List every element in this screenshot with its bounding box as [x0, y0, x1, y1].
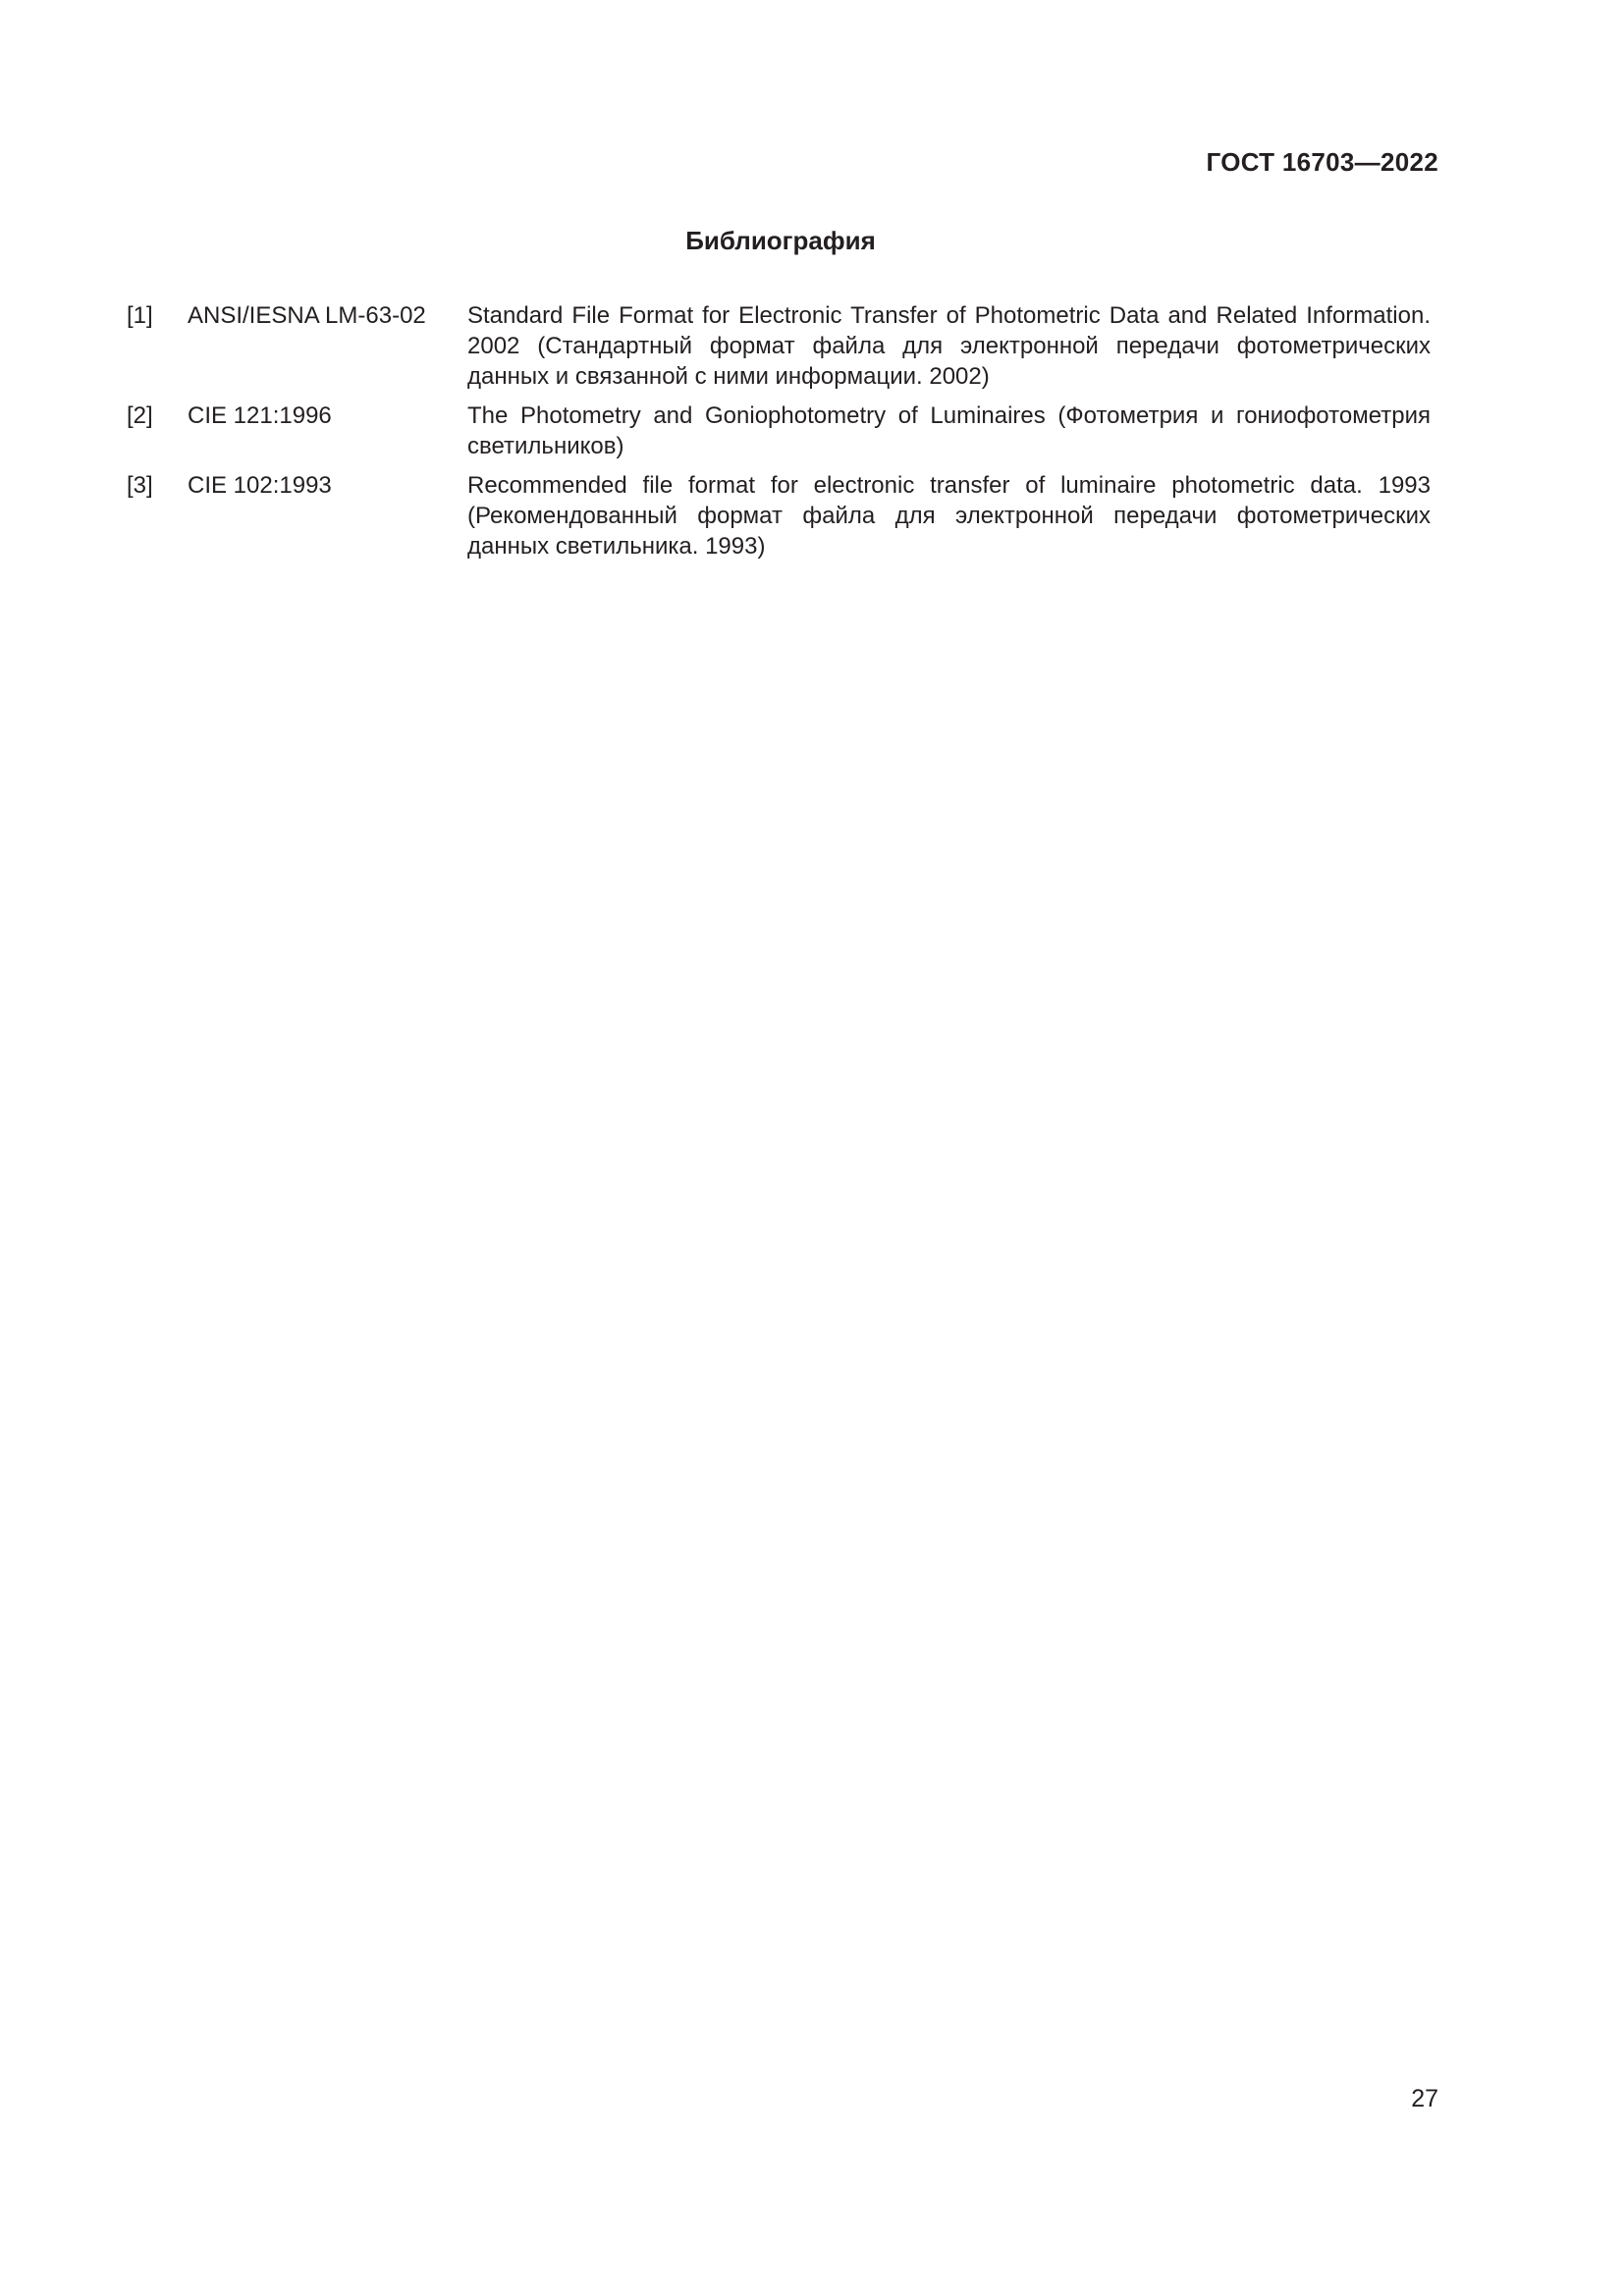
document-code: ГОСТ 16703—2022: [1206, 147, 1438, 177]
bibliography-entry: [127, 470, 1431, 561]
bibliography-entry: [127, 400, 1431, 461]
entry-code: ANSI/IESNA LM-63-02: [188, 302, 426, 329]
entry-code: CIE 102:1993: [188, 472, 332, 499]
entry-number: [1]: [127, 302, 153, 329]
section-title: Библиография: [685, 226, 876, 255]
bibliography-entry: [127, 300, 1431, 392]
page-number: 27: [1411, 2085, 1438, 2112]
entry-title: Recommended file format for electronic transfer of luminaire photometric data. 1993 (Рекомендованный формат файла для электронной передачи фотометрических данных светильника. 1993): [467, 472, 1431, 560]
entry-title: The Photometry and Goniophotometry of Luminaires (Фотометрия и гониофотометрия светильников): [467, 402, 1431, 459]
entry-title: Standard File Format for Electronic Transfer of Photometric Data and Related Information. 2002 (Стандартный формат файла для электронной передачи фотометрических данных и связанной с ними информации. 2002): [467, 302, 1431, 390]
entry-number: [3]: [127, 472, 153, 499]
bibliography-list: [127, 300, 1431, 570]
entry-number: [2]: [127, 402, 153, 429]
entry-code: CIE 121:1996: [188, 402, 332, 429]
